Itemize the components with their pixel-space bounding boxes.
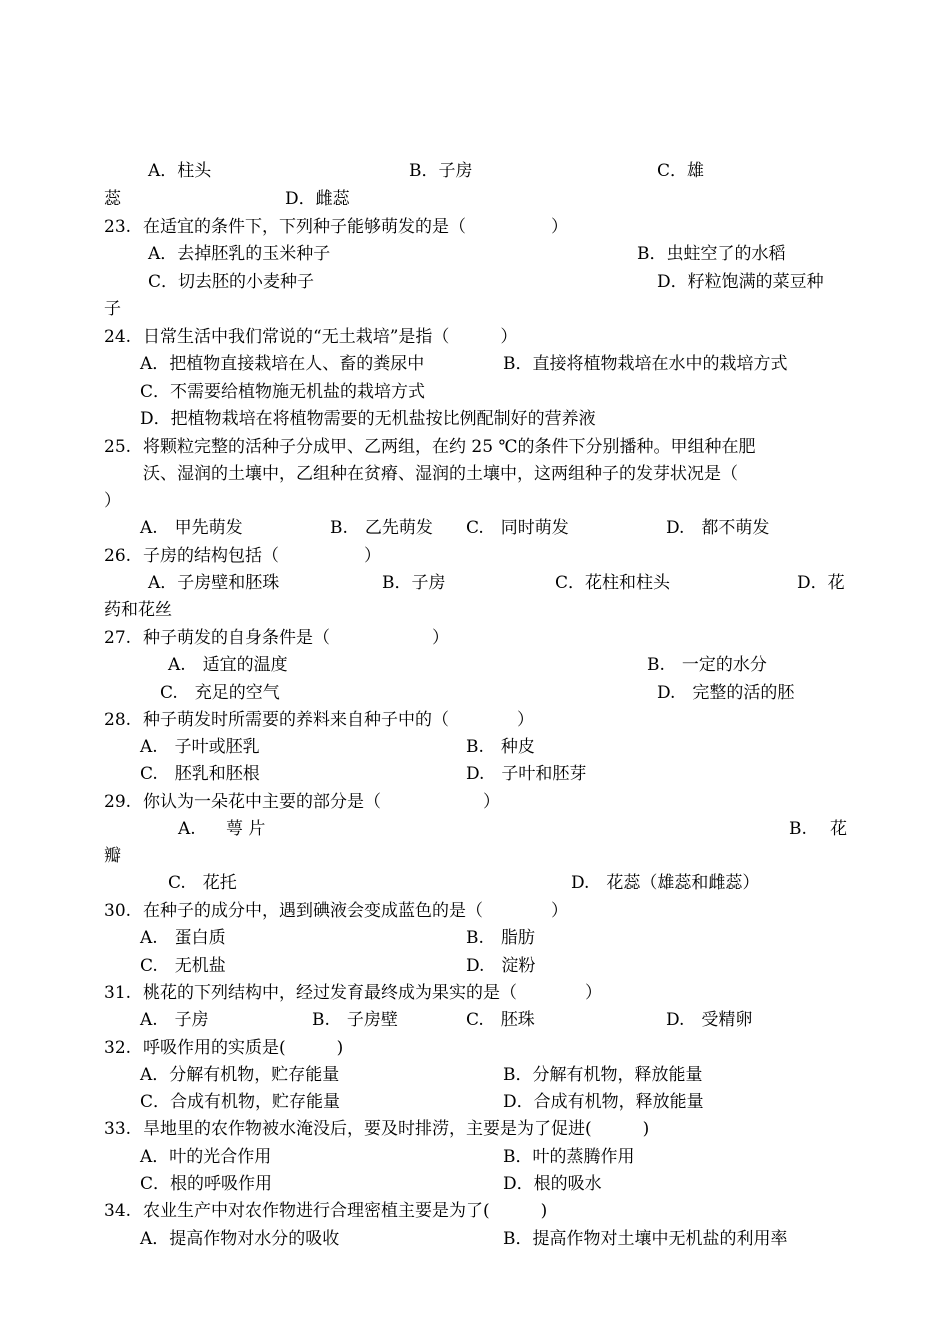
- text-line-segment: 瓣: [104, 846, 121, 866]
- text-line-segment: 将颗粒完整的活种子分成甲、乙两组，在约 25 ℃的条件下分别播种。甲组种在肥: [143, 437, 756, 457]
- text-line-segment: 桃花的下列结构中，经过发育最终成为果实的是（ ）: [143, 983, 602, 1003]
- text-line-segment: B．提高作物对土壤中无机盐的利用率: [503, 1229, 788, 1249]
- text-line-segment: 子: [104, 299, 121, 319]
- text-line-segment: 旱地里的农作物被水淹没后，要及时排涝，主要是为了促进( ): [143, 1119, 650, 1139]
- text-line-segment: A. 子房: [140, 1010, 209, 1030]
- text-line-segment: 24.: [104, 327, 132, 347]
- text-line-segment: C. 花托: [168, 873, 237, 893]
- text-line-segment: A．提高作物对水分的吸收: [140, 1229, 340, 1249]
- text-line-segment: 26.: [104, 546, 132, 566]
- text-line-segment: 31.: [104, 983, 132, 1003]
- text-line-segment: C．不需要给植物施无机盐的栽培方式: [140, 382, 426, 402]
- text-line-segment: A．柱头: [148, 161, 212, 181]
- text-line-segment: D．合成有机物，释放能量: [503, 1092, 704, 1112]
- text-line-segment: A. 甲先萌发: [140, 518, 243, 538]
- text-line-segment: ）: [104, 491, 121, 511]
- text-line-segment: B．叶的蒸腾作用: [503, 1147, 635, 1167]
- text-line-segment: A．分解有机物，贮存能量: [140, 1065, 340, 1085]
- text-line-segment: B.: [789, 819, 807, 839]
- text-line-segment: C. 胚珠: [466, 1010, 535, 1030]
- text-line-segment: 34.: [104, 1201, 132, 1221]
- text-line-segment: B．子房: [382, 573, 446, 593]
- text-line-segment: C. 同时萌发: [466, 518, 569, 538]
- text-line-segment: 种子萌发时所需要的养料来自种子中的（ ）: [143, 710, 534, 730]
- text-line-segment: A．去掉胚乳的玉米种子: [148, 244, 331, 264]
- text-line-segment: D. 淀粉: [466, 956, 536, 976]
- text-line-segment: C．切去胚的小麦种子: [148, 272, 315, 292]
- text-line-segment: B．虫蛀空了的水稻: [637, 244, 786, 264]
- text-line-segment: 25.: [104, 437, 132, 457]
- text-line-segment: 日常生活中我们常说的“无土栽培”是指（ ）: [143, 327, 518, 347]
- text-line-segment: D. 子叶和胚芽: [466, 764, 587, 784]
- text-line-segment: C. 充足的空气: [160, 683, 280, 703]
- text-line-segment: 花: [830, 819, 847, 839]
- text-line-segment: C．根的呼吸作用: [140, 1174, 273, 1194]
- text-line-segment: D. 都不萌发: [666, 518, 770, 538]
- text-line-segment: C．合成有机物，贮存能量: [140, 1092, 341, 1112]
- text-line-segment: 28.: [104, 710, 132, 730]
- text-line-segment: C．雄: [657, 161, 705, 181]
- text-line-segment: A. 蛋白质: [140, 928, 226, 948]
- text-line-segment: B. 子房壁: [312, 1010, 398, 1030]
- text-line-segment: B．子房: [409, 161, 473, 181]
- text-line-segment: A．叶的光合作用: [140, 1147, 272, 1167]
- text-line-segment: B. 乙先萌发: [330, 518, 433, 538]
- text-line-segment: D. 花蕊（雄蕊和雌蕊）: [571, 873, 760, 893]
- text-line-segment: D．花: [797, 573, 845, 593]
- text-line-segment: A. 适宜的温度: [168, 655, 288, 675]
- text-line-segment: 29.: [104, 792, 132, 812]
- text-line-segment: C．花柱和柱头: [555, 573, 671, 593]
- text-line-segment: 33.: [104, 1119, 132, 1139]
- text-line-segment: A.: [178, 819, 196, 839]
- text-line-segment: D. 完整的活的胚: [657, 683, 795, 703]
- text-line-segment: 萼 片: [226, 819, 266, 839]
- text-line-segment: A．把植物直接栽培在人、畜的粪尿中: [140, 354, 425, 374]
- text-line-segment: B．分解有机物，释放能量: [503, 1065, 703, 1085]
- text-line-segment: D．籽粒饱满的菜豆种: [657, 272, 824, 292]
- text-line-segment: 子房的结构包括（ ）: [143, 546, 381, 566]
- text-line-segment: 30.: [104, 901, 132, 921]
- text-line-segment: 在种子的成分中，遇到碘液会变成蓝色的是（ ）: [143, 901, 568, 921]
- text-line-segment: B. 一定的水分: [647, 655, 767, 675]
- text-line-segment: 23.: [104, 217, 132, 237]
- text-line-segment: 药和花丝: [104, 600, 172, 620]
- text-line-segment: C. 无机盐: [140, 956, 226, 976]
- text-line-segment: 32.: [104, 1038, 132, 1058]
- text-line-segment: 27.: [104, 628, 132, 648]
- text-line-segment: D．把植物栽培在将植物需要的无机盐按比例配制好的营养液: [140, 409, 596, 429]
- text-line-segment: D．雌蕊: [285, 189, 350, 209]
- text-line-segment: 农业生产中对农作物进行合理密植主要是为了( ): [143, 1201, 548, 1221]
- text-line-segment: A. 子叶或胚乳: [140, 737, 260, 757]
- text-line-segment: A．子房壁和胚珠: [148, 573, 280, 593]
- text-line-segment: 沃、湿润的土壤中，乙组种在贫瘠、湿润的土壤中，这两组种子的发芽状况是（: [143, 464, 738, 484]
- text-line-segment: 你认为一朵花中主要的部分是（ ）: [143, 792, 500, 812]
- text-line-segment: D．根的吸水: [503, 1174, 602, 1194]
- text-line-segment: 在适宜的条件下，下列种子能够萌发的是（ ）: [143, 217, 568, 237]
- text-line-segment: B. 种皮: [466, 737, 535, 757]
- text-line-segment: 蕊: [104, 189, 121, 209]
- text-line-segment: B．直接将植物栽培在水中的栽培方式: [503, 354, 788, 374]
- text-line-segment: C. 胚乳和胚根: [140, 764, 260, 784]
- text-line-segment: D. 受精卵: [666, 1010, 753, 1030]
- text-line-segment: 种子萌发的自身条件是（ ）: [143, 628, 449, 648]
- text-line-segment: 呼吸作用的实质是( ): [143, 1038, 344, 1058]
- text-line-segment: B. 脂肪: [466, 928, 535, 948]
